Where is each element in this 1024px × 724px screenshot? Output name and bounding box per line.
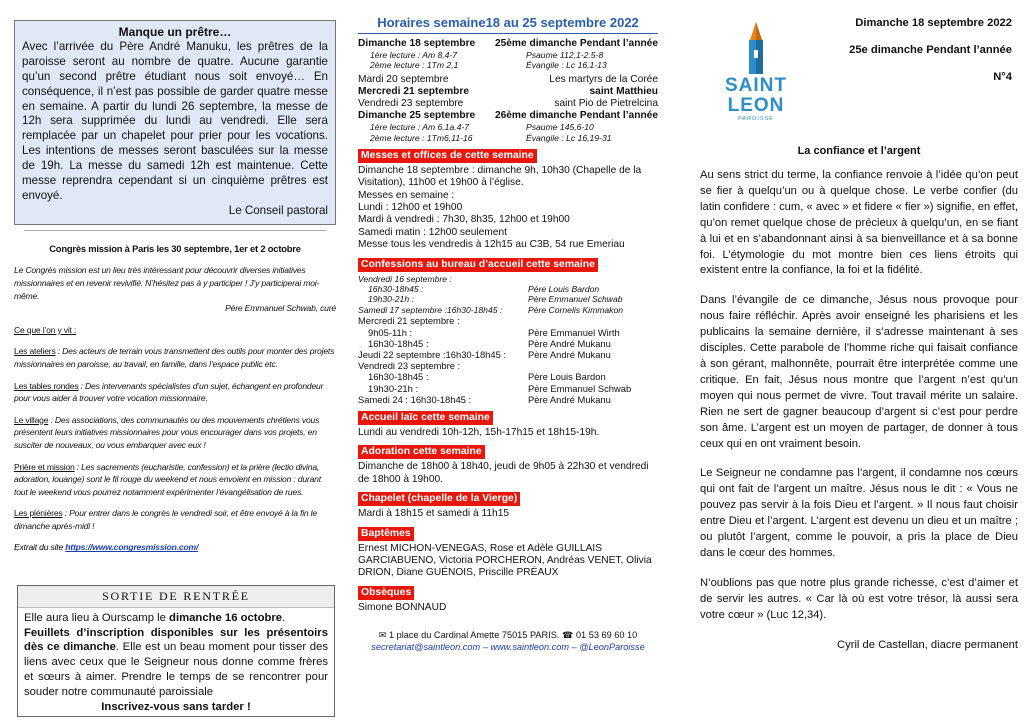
- announcement-box: [14, 20, 336, 225]
- accueil-heading: Accueil laïc cette semaine: [358, 411, 493, 425]
- congres-item: Les ateliers : Des acteurs de terrain vous transmettent des outils pour monter des projets missionnaires en paroisse, au travail, en famille, dans l’espace public etc.: [14, 346, 335, 369]
- congres-author: Père Emmanuel Schwab, curé: [225, 303, 336, 314]
- rentree-box: SORTIE DE RENTRÉE Elle aura lieu à Ourscamp le dimanche 16 octobre. Feuillets d’inscription disponibles sur les présentoirs dès ce dimanche. Elle est un beau moment pour tisser des liens avec ceux que le Seigneur nous donne comme frères et sœurs à aimer. Prendre le temps de se rencontrer pour souder notre communauté paroissiale Inscrivez-vous sans tarder !: [17, 585, 335, 717]
- confession-row: 19h30-21h : Père Emmanuel Schwab: [368, 294, 623, 305]
- confession-row: Samedi 24 : 16h30-18h45 : Père André Mukanu: [358, 393, 611, 405]
- right-column: [700, 0, 1018, 724]
- confession-row: Vendredi 23 septembre :: [358, 360, 461, 372]
- messes-heading: Messes et offices de cette semaine: [358, 149, 537, 163]
- congres-source: Extrait du site https://www.congresmission.com/: [14, 542, 199, 553]
- divider: [24, 230, 326, 231]
- congres-item: Prière et mission : Les sacrements (eucharistie, confession) et la prière (lectio divina, adoration, louange) sont le fil rouge du weekend et nous envoient en mission : durant tout le weekend vous pourrez notamment expérimenter l’évangélisation de rues.: [14, 461, 321, 497]
- liturgy-row: Mercredi 21 septembre saint Matthieu: [358, 85, 658, 97]
- liturgy-row: Dimanche 25 septembre 26ème dimanche Pendant l’année: [358, 110, 658, 122]
- congres-lead: Ce que l’on y vit :: [14, 324, 77, 335]
- article-paragraph: Au sens strict du terme, la confiance renvoie à l’idée qu’on peut se fier à quelqu’un ou à quelque chose. Le verbe confier (du latin confidere : cum, « avec » et fidere « fier ») signifie, en effet, qu’on remet quelque chose de précieux à quelqu’un, en se fiant à lui et en s’abandonnant ainsi à sa bienveillance et à sa bonne foi. L’étymologie du mot montre bien ces liens étroits qui existent entre la confiance, la foi et la fidélité.: [700, 169, 1018, 277]
- rentree-cta: Inscrivez-vous sans tarder !: [101, 700, 251, 713]
- reading-row: 1ère lecture : Am 6,1a.4-7 Psaume 145,6-10: [370, 122, 594, 133]
- chapelet-text: Mardi à 18h15 et samedi à 11h15: [358, 508, 510, 520]
- chapelet-heading: Chapelet (chapelle de la Vierge): [358, 492, 520, 506]
- article-paragraph: N’oublions pas que notre plus grande richesse, c’est d’aimer et de servir les autres. « Car là où est votre trésor, là aussi sera votre cœur » (Luc 12,34).: [700, 576, 1018, 621]
- confession-row: 16h30-18h45 : Père Louis Bardon: [368, 284, 600, 295]
- parish-logo: [720, 22, 792, 122]
- confession-row: Samedi 17 septembre :16h30-18h45 : Père Cornelis Kimmakon: [358, 304, 624, 315]
- announcement-signature: Le Conseil pastoral: [228, 203, 328, 217]
- confession-row: 9h05-11h : Père Emmanuel Wirth: [368, 326, 620, 338]
- obseques-text: Simone BONNAUD: [358, 601, 447, 613]
- article-signature: Cyril de Castellan, diacre permanent: [837, 638, 1018, 651]
- rentree-title: SORTIE DE RENTRÉE: [18, 586, 334, 608]
- contact-address: ✉ 1 place du Cardinal Amette 75015 PARIS. ☎ 01 53 69 60 10: [378, 630, 638, 641]
- article-title: La confiance et l’argent: [797, 145, 921, 157]
- congres-section: [14, 243, 336, 554]
- middle-column: [358, 0, 658, 724]
- article-paragraph: Le Seigneur ne condamne pas l’argent, il condamne nos cœurs qui ont fait de l’argent un maître. Jésus nous le dit : « Vous ne pouvez pas servir à la fois Dieu et l’argent. » Il nous faut choisir entre Dieu et l’argent. L’argent est devenu un dieu et un maître ; ou plutôt l’argent, comme le pouvoir, a pris la place de Dieu dans le cœur des hommes.: [700, 467, 1018, 559]
- liturgy-row: Mardi 20 septembre Les martyrs de la Corée: [358, 73, 658, 85]
- obseques-heading: Obsèques: [358, 586, 414, 600]
- confession-row: 19h30-21h : Père Emmanuel Schwab: [368, 382, 632, 394]
- baptemes-heading: Baptêmes: [358, 527, 414, 541]
- adoration-heading: Adoration cette semaine: [358, 445, 485, 459]
- congres-item: Les tables rondes : Des intervenants spécialistes d’un sujet, échangent en profondeur pour vous aider à trouver votre vocation missionnaire.: [14, 380, 324, 404]
- accueil-text: Lundi au vendredi 10h-12h, 15h-17h15 et 18h15-19h.: [358, 426, 600, 438]
- contact-footer: [358, 630, 658, 653]
- congres-intro: Le Congrès mission est un lieu très intéressant pour découvrir diverses initiatives missionnaires et en revenir revivifié. N’hésitez pas à y participer ! J’y participerai moi-même.: [14, 265, 320, 301]
- logo-word: SAINT LEON: [725, 75, 787, 116]
- confession-row: Jeudi 22 septembre :16h30-18h45 : Père André Mukanu: [358, 348, 611, 360]
- announcement-title: Manque un prêtre…: [118, 25, 232, 39]
- article-body: [700, 168, 1018, 667]
- confessions-list: [358, 274, 658, 405]
- congres-item: Les plénières : Pour entrer dans le congrès le vendredi soir, et être envoyé à la fin le dimanche après-midi !: [14, 508, 317, 531]
- liturgical-sunday: 25e dimanche Pendant l’année: [849, 44, 1012, 56]
- divider: [358, 33, 658, 34]
- congres-title: Congrès mission à Paris les 30 septembre, 1er et 2 octobre: [49, 242, 301, 254]
- messes-text: Dimanche 18 septembre : dimanche 9h, 10h30 (Chapelle de la Visitation), 11h00 et 19h00 à l’église. Messes en semaine : Lundi : 12h00 et 19h00 Mardi à vendredi : 7h30, 8h35, 12h00 et 19h00 Samedi matin : 12h00 seulement Messe tous les vendredis à 12h15 au C3B, 54 rue Emeriau: [358, 164, 642, 251]
- baptemes-text: Ernest MICHON-VENEGAS, Rose et Adèle GUILLAIS GARCIABUENO, Victoria PORCHERON, Andréas VENET, Olivia DRION, Diane GUÉNOIS, Priscille PRÉAUX: [358, 542, 652, 579]
- congres-item: Le village : Des associations, des communautés ou des mouvements chrétiens vous présentent leurs initiatives missionnaires pour vous encourager dans vos projets, en susciter de nouveaux, ou vous embarquer avec eux !: [14, 414, 320, 450]
- adoration-text: Dimanche de 18h00 à 18h40, jeudi de 9h05 à 22h30 et vendredi de 18h00 à 19h00.: [358, 461, 649, 485]
- issue-number: N°4: [993, 71, 1012, 83]
- reading-row: 1ère lecture : Am 8,4-7 Psaume 112,1-2.5-8: [370, 50, 604, 61]
- logo-subtitle: PAROISSE: [738, 116, 774, 122]
- church-icon: [741, 22, 771, 74]
- confession-row: 16h30-18h45 : Père Louis Bardon: [368, 371, 606, 383]
- contact-web[interactable]: secretariat@saintleon.com – www.saintleon.com – @LeonParoisse: [371, 641, 645, 652]
- liturgy-row: Dimanche 18 septembre 25ème dimanche Pendant l’année: [358, 38, 658, 49]
- article-paragraph: Dans l’évangile de ce dimanche, Jésus nous provoque pour nous faire réfléchir. Après avoir enseigné les pharisiens et les publicains la semaine dernière, il s’adresse maintenant à ses disciples. Cette parabole de l’homme riche qui faisait confiance à son gérant, malhonnête, pourrait être interprétée comme une critique. En fait, Jésus nous montre que l’argent n’est qu’un moyen qui nous permet de vivre. Tout travail mérite un salaire. Rien ne sert de gagner beaucoup d’argent si c’est pour perdre son âme. L’argent est un moyen de partager, de donner à tous ceux qui en ont vraiment besoin.: [700, 294, 1018, 450]
- reading-row: 2ème lecture : 1Tm6,11-16 Évangile : Lc 16,19-31: [370, 132, 612, 143]
- issue-date: Dimanche 18 septembre 2022: [855, 17, 1012, 29]
- schedule-title: Horaires semaine18 au 25 septembre 2022: [377, 15, 639, 30]
- confession-row: Vendredi 16 septembre :: [358, 273, 452, 284]
- reading-row: 2ème lecture : 1Tm 2,1 Évangile : Lc 16,1-13: [370, 60, 607, 71]
- confession-row: 16h30-18h45 : Père André Mukanu: [368, 337, 611, 349]
- congres-link[interactable]: https://www.congresmission.com/: [65, 542, 199, 553]
- left-column: [14, 0, 336, 724]
- announcement-body: Avec l’arrivée du Père André Manuku, les prêtres de la paroisse seront au nombre de quatre. Aucune garantie qu’un second prêtre étudiant nous soit envoyé… En conséquence, il n’est pas possible de garder quatre messe en semaine. A partir du lundi 26 septembre, la messe de 12h sera supprimée du lundi au vendredi. Elle sera remplacée par un chapelet pour prier pour les vocations. Les intentions de messes seront basculées sur la messe de 19h. La messe du samedi 12h est maintenue. Cette messe reprendra cependant si un cinquième prêtres est envoyé.: [22, 39, 328, 202]
- confessions-heading: Confessions au bureau d’accueil cette semaine: [358, 258, 598, 272]
- confession-row: Mercredi 21 septembre :: [358, 315, 460, 327]
- liturgy-row: Vendredi 23 septembre saint Pio de Pietrelcina: [358, 98, 658, 110]
